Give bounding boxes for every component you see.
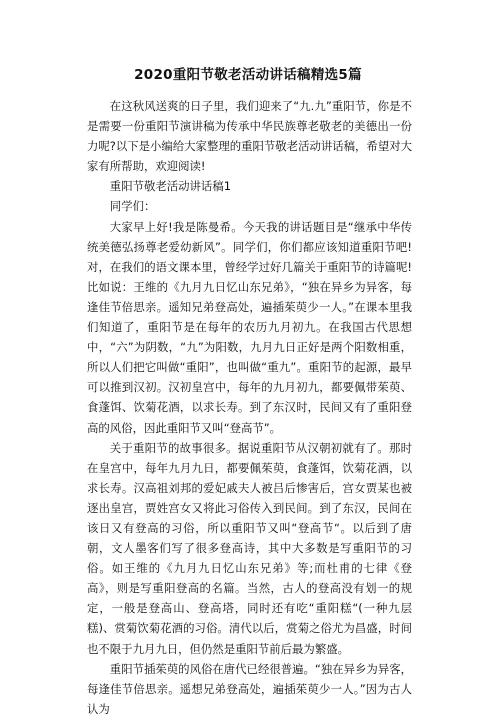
salutation: 同学们： [109,199,156,214]
section-heading: 重阳节敬老活动讲话稿1 [109,179,231,194]
intro-paragraph: 在这秋风送爽的日子里，我们迎来了“九.九”重阳节，你是不是需要一份重阳节演讲稿为传承中华民族尊老敬老的美德出一份力呢?以下是小编给大家整理的重阳节敬老活动讲话稿，希望对大家有所帮助，欢迎阅读! [87,99,412,174]
body-paragraph: 重阳节插茱萸的风俗在唐代已经很普遍。“独在异乡为异客，每逢佳节倍思亲。遥想兄弟登高处，遍插茱萸少一人。”因为古人认为 [87,661,412,716]
body-paragraph: 大家早上好!我是陈曼希。今天我的讲话题目是“继承中华传统美德弘扬尊老爱幼新风”。同学们，你们都应该知道重阳节吧!对，在我们的语文课本里，曾经学过好几篇关于重阳节的诗篇呢!比如说：王维的《九月九日忆山东兄弟》，“独在异乡为异客，每逢佳节倍思亲。遥知兄弟登高处，遍插茱萸少一人。”在课本里我们知道了，重阳节是在每年的农历九月初九。在我国古代思想中，“六”为阴数，“九”为阳数，九月九日正好是两个阳数相重，所以人们把它叫做“重阳”，也叫做“重九”。重阳节的起源，最早可以推到汉初。汉初皇宫中，每年的九月初九，都要佩带茱萸、食蓬饵、饮菊花酒，以求长寿。到了东汉时，民间又有了重阳登高的风俗，因此重阳节又叫“登高节”。 [87,219,412,435]
document-body [87,96,412,719]
body-paragraph: 关于重阳节的故事很多。据说重阳节从汉朝初就有了。那时在皇宫中，每年九月九日，都要佩茱萸，食蓬饵，饮菊花酒，以求长寿。汉高祖刘邦的爱妃戚夫人被吕后惨害后，宫女贾某也被逐出皇宫，贾姓宫女又将此习俗传入到民间。到了东汉，民间在该日又有登高的习俗，所以重阳节又叫“登高节“。以后到了唐朝，文人墨客们写了很多登高诗，其中大多数是写重阳节的习俗。如王维的《九月九日忆山东兄弟》等;而杜甫的七律《登高》，则是写重阳登高的名篇。当然，古人的登高没有划一的规定，一般是登高山、登高塔，同时还有吃“重阳糕“(一种九层糕)、赏菊饮菊花酒的习俗。清代以后，赏菊之俗尤为昌盛，时间也不限于九月九日，但仍然是重阳节前后最为繁盛。 [87,440,412,656]
document-title: 2020重阳节敬老活动讲话稿精选5篇 [134,67,362,83]
